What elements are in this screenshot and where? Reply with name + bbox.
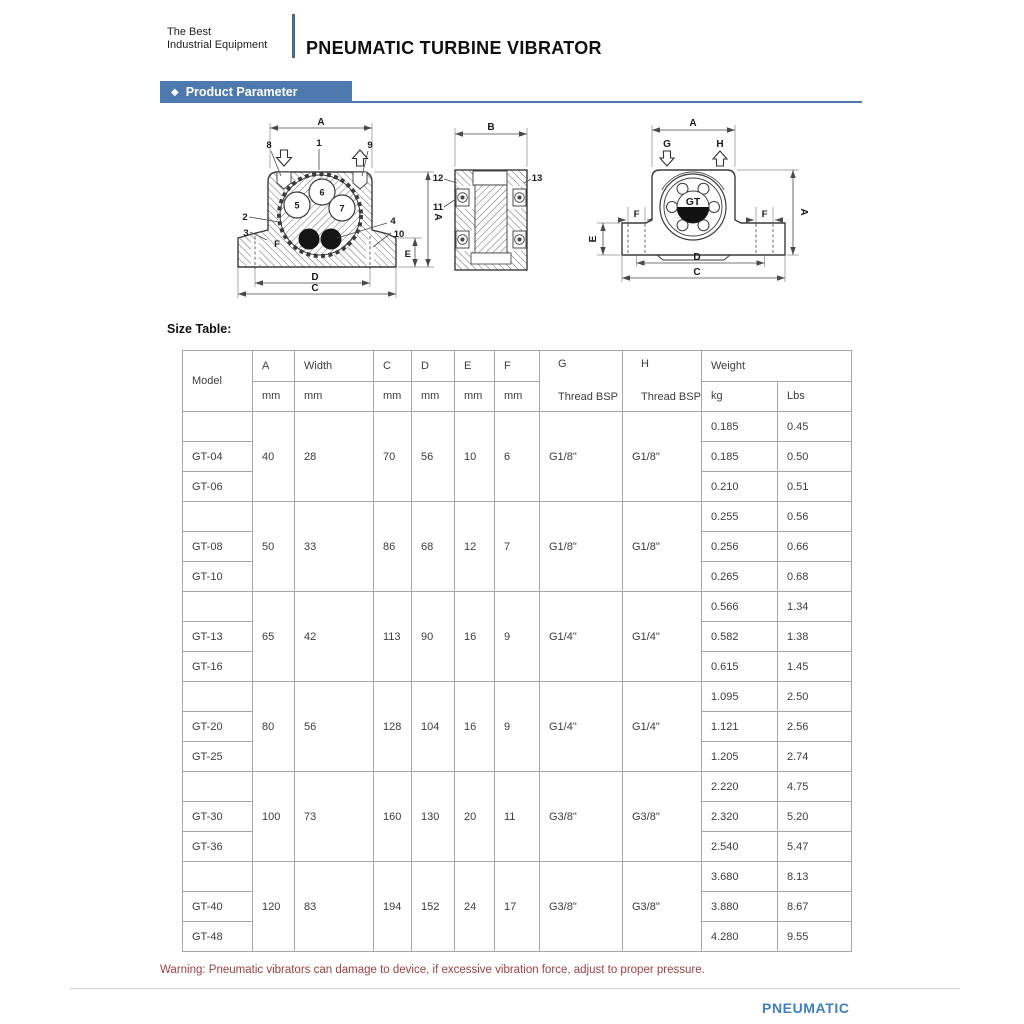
- unit-e: mm: [455, 381, 495, 412]
- weight-lbs-cell: 2.56: [778, 712, 852, 742]
- model-cell: GT-04: [183, 442, 253, 472]
- model-cell: GT-16: [183, 652, 253, 682]
- weight-kg-cell: 0.185: [702, 442, 778, 472]
- dim-label-a-top-2: A: [689, 118, 697, 129]
- section-banner-label: Product Parameter: [185, 85, 298, 99]
- logo-line-2: Industrial Equipment: [167, 38, 268, 51]
- unit-f: mm: [495, 381, 540, 412]
- weight-lbs-cell: 0.66: [778, 532, 852, 562]
- weight-lbs-cell: 8.67: [778, 892, 852, 922]
- unit-c: mm: [374, 381, 412, 412]
- col-header-g-unit: Thread BSP: [558, 391, 618, 403]
- dim-e-cell: 20: [455, 772, 495, 862]
- air-out-arrow-icon-2: [713, 151, 727, 166]
- col-header-d: D: [412, 351, 455, 382]
- size-table-row: [183, 592, 852, 622]
- dim-e-cell: 16: [455, 592, 495, 682]
- side-shaft: [475, 185, 507, 253]
- unit-d: mm: [412, 381, 455, 412]
- callout-1: 1: [316, 138, 322, 149]
- dim-d-cell: 56: [412, 412, 455, 502]
- model-cell: GT-08: [183, 532, 253, 562]
- callout-4: 4: [390, 216, 396, 227]
- model-cell: [183, 772, 253, 802]
- model-cell: GT-10: [183, 562, 253, 592]
- dim-a-cell: 120: [253, 862, 295, 952]
- col-header-weight: Weight: [702, 351, 852, 382]
- weight-lbs-cell: 0.50: [778, 442, 852, 472]
- dim-width-cell: 83: [295, 862, 374, 952]
- thread-h-cell: G1/8": [623, 502, 702, 592]
- port-label-g: G: [663, 139, 671, 150]
- dim-a-cell: 50: [253, 502, 295, 592]
- weight-kg-cell: 0.210: [702, 472, 778, 502]
- weight-kg-cell: 1.205: [702, 742, 778, 772]
- steel-ball-left: [299, 229, 320, 250]
- weight-lbs-cell: 2.50: [778, 682, 852, 712]
- dim-label-c-2: C: [693, 267, 701, 278]
- unit-kg: kg: [702, 381, 778, 412]
- dim-c-cell: 86: [374, 502, 412, 592]
- dim-a-cell: 65: [253, 592, 295, 682]
- header-divider: [292, 14, 295, 58]
- dim-width-cell: 33: [295, 502, 374, 592]
- col-header-model: Model: [183, 351, 253, 412]
- weight-lbs-cell: 0.68: [778, 562, 852, 592]
- dim-f-cell: 6: [495, 412, 540, 502]
- thread-g-cell: G1/8": [540, 412, 623, 502]
- weight-kg-cell: 0.185: [702, 412, 778, 442]
- dim-width-cell: 28: [295, 412, 374, 502]
- mounting-outline-view: [588, 118, 809, 282]
- dim-label-d-2: D: [693, 252, 701, 263]
- dim-label-c: C: [311, 283, 319, 294]
- diamond-icon: ◆: [171, 86, 179, 98]
- dim-f-cell: 9: [495, 682, 540, 772]
- dim-width-cell: 73: [295, 772, 374, 862]
- weight-kg-cell: 3.680: [702, 862, 778, 892]
- weight-kg-cell: 2.540: [702, 832, 778, 862]
- size-table-row: [183, 772, 852, 802]
- size-table: [182, 350, 852, 952]
- logo-line-1: The Best: [167, 26, 212, 38]
- unit-lbs: Lbs: [778, 381, 852, 412]
- col-header-g-label: G: [558, 358, 567, 370]
- weight-kg-cell: 0.265: [702, 562, 778, 592]
- weight-lbs-cell: 8.13: [778, 862, 852, 892]
- weight-lbs-cell: 2.74: [778, 742, 852, 772]
- header-row-2: [183, 381, 852, 412]
- callout-3: 3: [243, 228, 249, 239]
- dim-e-cell: 12: [455, 502, 495, 592]
- dim-f-cell: 11: [495, 772, 540, 862]
- callout-8: 8: [266, 140, 272, 151]
- dim-width-cell: 42: [295, 592, 374, 682]
- callout-10: 10: [393, 229, 405, 240]
- dim-d-cell: 104: [412, 682, 455, 772]
- dim-a-cell: 100: [253, 772, 295, 862]
- weight-kg-cell: 1.121: [702, 712, 778, 742]
- thread-g-cell: G3/8": [540, 862, 623, 952]
- col-header-h-label: H: [641, 358, 649, 370]
- size-table-caption: Size Table:: [167, 322, 232, 336]
- thread-h-cell: G3/8": [623, 862, 702, 952]
- model-cell: GT-48: [183, 922, 253, 952]
- gt-hub-label: GT: [685, 196, 701, 208]
- dim-f-cell: 17: [495, 862, 540, 952]
- thread-h-cell: G1/4": [623, 592, 702, 682]
- callout-2: 2: [242, 212, 248, 223]
- col-header-g: [540, 351, 623, 412]
- dim-label-a-right-2: A: [798, 208, 809, 216]
- side-top-notch: [473, 171, 507, 185]
- weight-lbs-cell: 0.51: [778, 472, 852, 502]
- model-cell: GT-30: [183, 802, 253, 832]
- side-section-view: [433, 122, 543, 270]
- size-table-body: [183, 412, 852, 952]
- callout-12: 12: [432, 173, 444, 184]
- dim-label-a-right: A: [432, 213, 443, 221]
- weight-kg-cell: 0.582: [702, 622, 778, 652]
- model-cell: GT-20: [183, 712, 253, 742]
- weight-kg-cell: 0.566: [702, 592, 778, 622]
- size-table-row: [183, 412, 852, 442]
- dim-label-e: E: [404, 249, 411, 260]
- dim-width-cell: 56: [295, 682, 374, 772]
- rotor-port-7-label: 7: [339, 203, 345, 214]
- page-title: PNEUMATIC TURBINE VIBRATOR: [306, 38, 602, 58]
- dim-c-cell: 113: [374, 592, 412, 682]
- col-header-c: C: [374, 351, 412, 382]
- weight-lbs-cell: 1.45: [778, 652, 852, 682]
- thread-h-cell: G1/8": [623, 412, 702, 502]
- dim-c-cell: 70: [374, 412, 412, 502]
- air-in-arrow-icon: [277, 150, 292, 166]
- size-table-row: [183, 862, 852, 892]
- footer-brand: PNEUMATIC: [762, 1000, 850, 1016]
- model-cell: [183, 862, 253, 892]
- weight-lbs-cell: 5.20: [778, 802, 852, 832]
- warning-text: Warning: Pneumatic vibrators can damage to device, if excessive vibration force, adjust to proper pressure.: [160, 964, 705, 976]
- dim-f-cell: 7: [495, 502, 540, 592]
- footer-divider: [70, 988, 960, 989]
- weight-lbs-cell: 0.45: [778, 412, 852, 442]
- weight-kg-cell: 3.880: [702, 892, 778, 922]
- weight-kg-cell: 2.220: [702, 772, 778, 802]
- model-cell: GT-13: [183, 622, 253, 652]
- rotor-port-6-label: 6: [319, 187, 325, 198]
- weight-kg-cell: 1.095: [702, 682, 778, 712]
- dim-f-cell: 9: [495, 592, 540, 682]
- company-logo-text: [167, 26, 267, 51]
- model-cell: [183, 412, 253, 442]
- model-cell: [183, 682, 253, 712]
- size-table-row: [183, 682, 852, 712]
- weight-kg-cell: 0.615: [702, 652, 778, 682]
- dim-c-cell: 128: [374, 682, 412, 772]
- weight-lbs-cell: 5.47: [778, 832, 852, 862]
- model-cell: [183, 592, 253, 622]
- dim-c-cell: 194: [374, 862, 412, 952]
- col-header-a: A: [253, 351, 295, 382]
- dim-label-a-top: A: [317, 117, 325, 128]
- dim-e-cell: 10: [455, 412, 495, 502]
- side-bottom-band: [471, 253, 511, 264]
- header-row-1: [183, 351, 852, 382]
- dim-d-cell: 152: [412, 862, 455, 952]
- callout-11: 11: [432, 202, 444, 213]
- thread-g-cell: G1/4": [540, 682, 623, 772]
- weight-lbs-cell: 1.34: [778, 592, 852, 622]
- callout-13: 13: [531, 173, 543, 184]
- section-banner: [160, 81, 352, 103]
- weight-kg-cell: 2.320: [702, 802, 778, 832]
- thread-g-cell: G1/4": [540, 592, 623, 682]
- technical-diagrams: [225, 110, 815, 310]
- size-table-row: [183, 502, 852, 532]
- model-cell: [183, 502, 253, 532]
- steel-ball-right: [321, 229, 342, 250]
- dim-d-cell: 90: [412, 592, 455, 682]
- weight-lbs-cell: 4.75: [778, 772, 852, 802]
- weight-kg-cell: 0.256: [702, 532, 778, 562]
- thread-g-cell: G3/8": [540, 772, 623, 862]
- weight-lbs-cell: 1.38: [778, 622, 852, 652]
- dim-label-f-right: F: [761, 209, 768, 220]
- unit-a: mm: [253, 381, 295, 412]
- dim-a-cell: 40: [253, 412, 295, 502]
- model-cell: GT-06: [183, 472, 253, 502]
- model-cell: GT-36: [183, 832, 253, 862]
- col-header-e: E: [455, 351, 495, 382]
- weight-lbs-cell: 9.55: [778, 922, 852, 952]
- col-header-h: [623, 351, 702, 412]
- dim-label-d: D: [311, 272, 319, 283]
- thread-h-cell: G1/4": [623, 682, 702, 772]
- air-in-arrow-icon-2: [660, 151, 674, 166]
- callout-9: 9: [367, 140, 373, 151]
- weight-lbs-cell: 0.56: [778, 502, 852, 532]
- dim-label-f-left: F: [633, 209, 640, 220]
- dim-e-cell: 24: [455, 862, 495, 952]
- thread-g-cell: G1/8": [540, 502, 623, 592]
- dim-label-f: F: [274, 239, 280, 250]
- col-header-width: Width: [295, 351, 374, 382]
- port-label-h: H: [716, 139, 724, 150]
- dim-label-e-2: E: [588, 235, 599, 243]
- thread-h-cell: G3/8": [623, 772, 702, 862]
- unit-width: mm: [295, 381, 374, 412]
- weight-kg-cell: 4.280: [702, 922, 778, 952]
- dim-e-cell: 16: [455, 682, 495, 772]
- front-section-view: [238, 117, 443, 298]
- dim-a-cell: 80: [253, 682, 295, 772]
- dim-d-cell: 68: [412, 502, 455, 592]
- dim-label-b: B: [487, 122, 495, 133]
- weight-kg-cell: 0.255: [702, 502, 778, 532]
- model-cell: GT-40: [183, 892, 253, 922]
- col-header-h-unit: Thread BSP: [641, 391, 701, 403]
- rotor-port-5-label: 5: [294, 200, 300, 211]
- col-header-f: F: [495, 351, 540, 382]
- dim-d-cell: 130: [412, 772, 455, 862]
- dim-c-cell: 160: [374, 772, 412, 862]
- model-cell: GT-25: [183, 742, 253, 772]
